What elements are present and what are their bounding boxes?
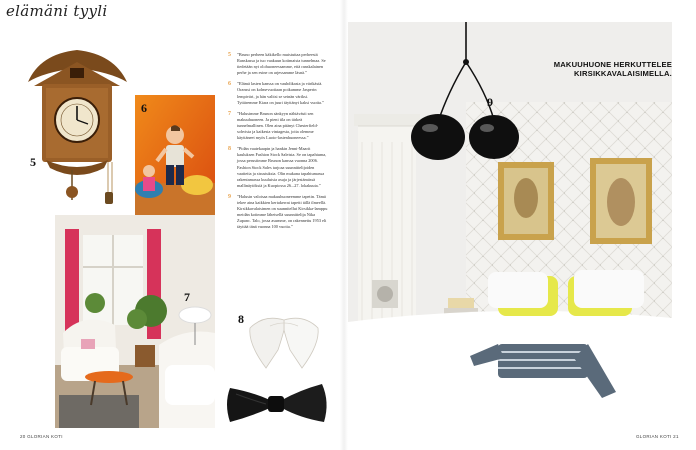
- photo-number-8: 8: [238, 312, 244, 326]
- living-room-photo: [55, 215, 215, 428]
- black-bow-tie-photo: [222, 378, 330, 426]
- paragraph: 5 ”Bruno perheen käkikello muistuttaa perheestä Ranskassa ja tuo vaakuun kotimaista tunnelmaa. Se tiedetään nyt olohuoneessamme, että ranskalainen perhe ja sen esine on arjessamme läsnä.”: [228, 52, 326, 76]
- photo-number-9: 9: [487, 95, 493, 109]
- children-photo: [135, 95, 215, 215]
- bedroom-photo: [348, 22, 672, 428]
- paragraph: 9 ”Halusin valoisaa makuuhuoneemme tapetin. Tämä tekee aina kaikkien kertakerrat tapetti tällä ilmeellä. Kirsikkavalaisimen on suunnitellut Kirsikka-lamppu meidän kotimme läheisellä suunnittelija Nika Zupanc. Talo, jossa asumme, on rakennettu 1953 eli täyttää tänä vuonna 100 vuotta.”: [228, 193, 328, 230]
- photo-number-7: 7: [184, 290, 190, 304]
- photo-headline: [512, 60, 672, 78]
- article-text-column: [228, 52, 328, 235]
- paragraph: 6 ”Elämä lasten kanssa on vauhdikasta ja värikästä. Oranssi on kolmevuotiaan poikamme Jasperin lempiväri, ja hän valitsi se seinän väriksi. Tyttäremme Kiara on juuri täyttänyt kaksi vuotta.”: [228, 81, 324, 105]
- paragraph: 7 ”Halusimme Brunon sänkyyn nähtävästi sen makuuhuoneen. Ja pieni tila on tärkeä tunnelmallinen. Olen aina pitänyt Chesterfield-sohvista ja kaikesta vintagesta, joita olemme käyttäneet myös Luoto-lastenhuoneessa.”: [228, 110, 319, 141]
- photo-number-5: 5: [30, 155, 36, 169]
- page-gutter: [340, 0, 348, 450]
- photo-number-6: 6: [141, 101, 147, 115]
- white-collar-photo: [244, 310, 324, 375]
- footer-left: 20 GLORIAN KOTI: [20, 434, 63, 439]
- footer-right: GLORIAN KOTI 21: [636, 434, 679, 439]
- section-title: elämäni tyyli: [6, 2, 108, 20]
- headline-line-2: KIRSIKKAVALAISIMELLA.: [574, 69, 672, 78]
- headline-line-1: MAKUUHUONE HERKUTTELEE: [553, 60, 672, 69]
- cuckoo-clock-photo: [20, 42, 135, 207]
- paragraph: 8 ”Pidän vaatekaapin ja hankin Jenni-Maarit kauluksen Fashion Stock Saleista. Se on tapahtuma, jossa perustimme Brunon kanssa vuonna 2006. Fashion Stock Sales tarjoaa suunnittelijoiden vaatteita ja sisustuksia. Olin mukana tapahtumassa rakentamassa kuuluisia asuja ja järjestämässä mallinäytöksiä ja Kuopiossa 26.–27. lokakuuta.”: [228, 146, 327, 188]
